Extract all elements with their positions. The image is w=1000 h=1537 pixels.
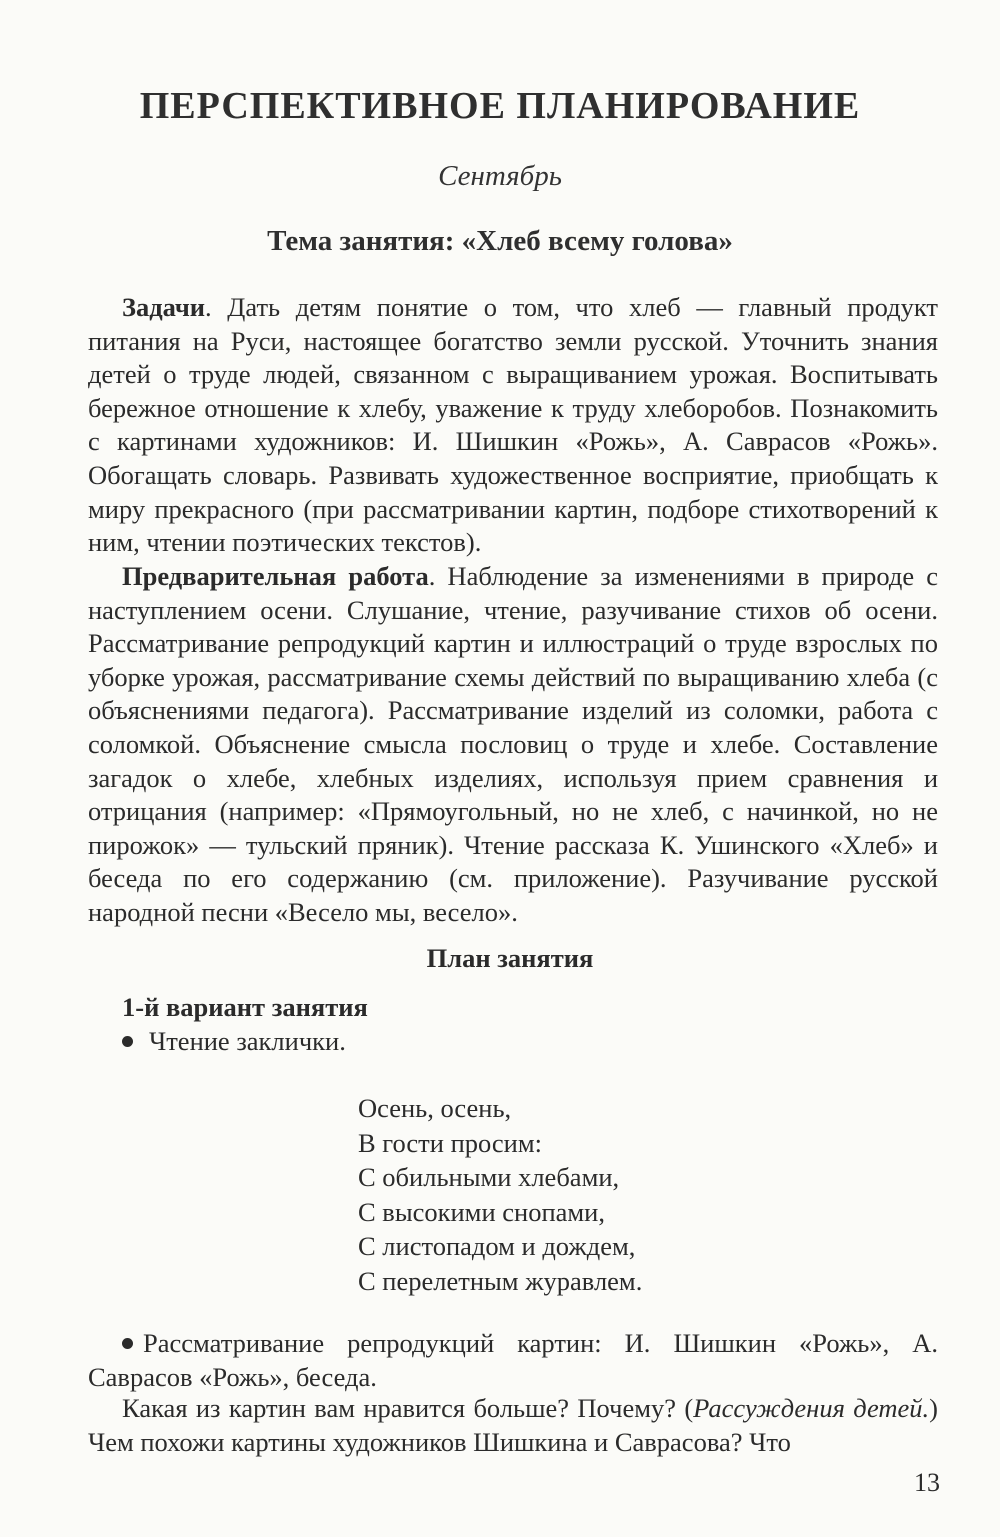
- plan-heading: План занятия: [426, 943, 594, 973]
- poem: [358, 1091, 642, 1299]
- poem-line: Осень, осень,: [358, 1093, 512, 1123]
- tasks-text: . Дать детям понятие о том, что хлеб — главный продукт питания на Руси, настоящее богатство земли русской. Уточнить знания детей о труде людей, связанном с выращиванием урожая. Воспитывать бережное отношение к хлебу, уважение к труду хлеборобов. Познакомить с картинами художников: И. Шишкин «Рожь», А. Саврасов «Рожь». Обогащать словарь. Развивать художественное восприятие, приобщать к миру прекрасного (при рассматривании картин, подборе стихотворений к ним, чтении поэтических текстов).: [88, 292, 938, 558]
- prep-text: . Наблюдение за изменениями в природе с наступлением осени. Слушание, чтение, разучивание стихов об осени. Рассматривание репродукций картин и иллюстраций о труде взрослых по уборке урожая, рассматривание схемы действий по выращиванию хлеба (с объяснениями педагога). Рассматривание изделий из соломки, работа с соломкой. Объяснение смысла пословиц о труде и хлебе. Составление загадок о хлебе, хлебных изделиях, используя прием сравнения и отрицания (например: «Прямоугольный, но не хлеб, с начинкой, но не пирожок» — тульский пряник). Чтение рассказа К. Ушинского «Хлеб» и беседа по его содержанию (см. приложение). Разучивание русской народной песни «Весело мы, весело».: [88, 561, 938, 927]
- month-heading: Сентябрь: [438, 160, 562, 192]
- question-text: Какая из картин вам нравится больше? Почему? (: [122, 1393, 694, 1423]
- poem-line: В гости просим:: [358, 1127, 542, 1158]
- question-italic: Рассуждения детей.: [693, 1393, 930, 1423]
- page-number: 13: [914, 1468, 940, 1497]
- bullet-item: [122, 1024, 346, 1058]
- bullet-text: Рассматривание репродукций картин: И. Шишкин «Рожь», А. Саврасов «Рожь», беседа.: [88, 1328, 938, 1392]
- bullet-paragraph: [88, 1327, 938, 1394]
- poem-line: С листопадом и дождем,: [358, 1231, 636, 1262]
- question-paragraph: [88, 1392, 938, 1459]
- bullet-text: Чтение заклички.: [149, 1026, 346, 1056]
- bullet-dot-icon: [122, 1036, 133, 1047]
- question-text-end: ) Чем похожи картины художников Шишкина и Саврасова? Что: [88, 1393, 938, 1457]
- page-title: ПЕРСПЕКТИВНОЕ ПЛАНИРОВАНИЕ: [139, 85, 861, 127]
- poem-line: С высокими снопами,: [358, 1196, 605, 1227]
- tasks-paragraph: [88, 291, 938, 560]
- poem-line: С перелетным журавлем.: [358, 1265, 643, 1296]
- prep-paragraph: [88, 560, 938, 930]
- bullet-dot-icon: [122, 1338, 133, 1349]
- topic-heading: Тема занятия: «Хлеб всему голова»: [267, 225, 733, 257]
- prep-label: Предварительная работа: [122, 561, 429, 591]
- tasks-label: Задачи: [122, 292, 206, 322]
- poem-line: С обильными хлебами,: [358, 1162, 620, 1193]
- variant-heading: 1-й вариант занятия: [122, 992, 368, 1022]
